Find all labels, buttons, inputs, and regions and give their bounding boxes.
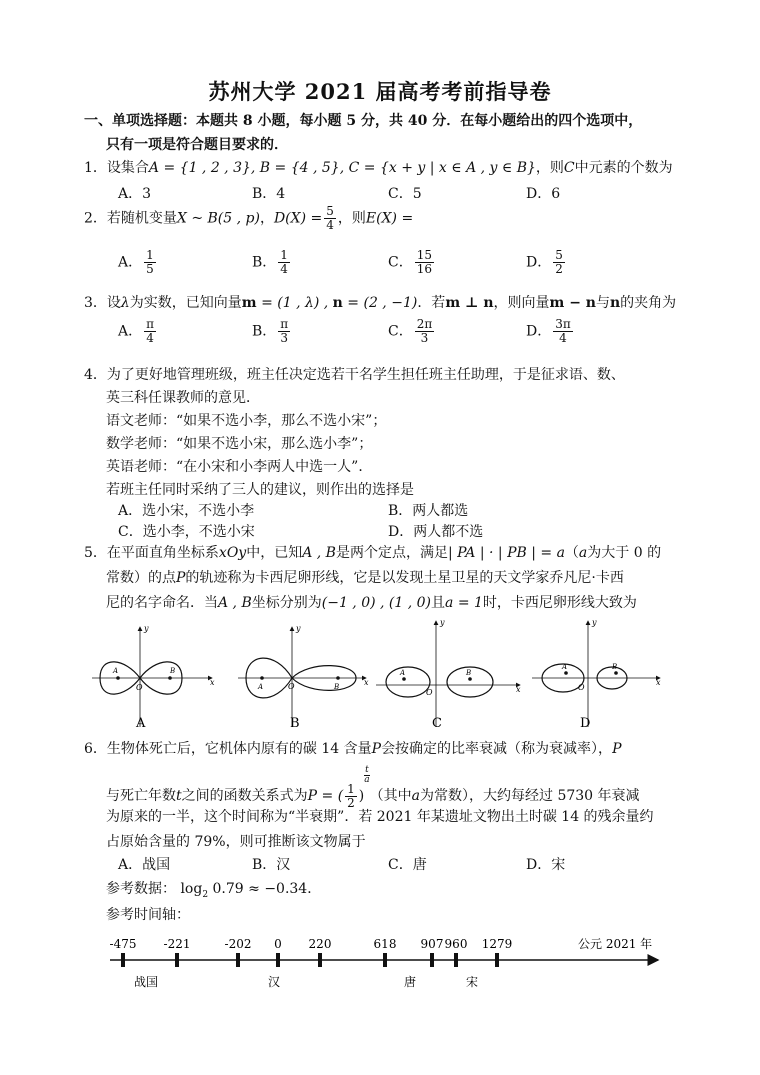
page-title: 苏州大学 2021 届高考考前指导卷: [208, 79, 552, 104]
oval-graphs: [0, 615, 760, 740]
option-d: D． $\frac{5}{2}$: [526, 248, 563, 276]
timeline-end-label: 公元 2021 年: [578, 937, 653, 951]
option-d: D．宋: [526, 857, 566, 873]
question-4-line: 英语老师：“在小宋和小李两人中选一人”．: [106, 459, 373, 475]
question-6: 6．生物体死亡后，它机体内原有的碳 14 含量P会按确定的比率衰减（称为衰减率），P: [84, 741, 622, 757]
era-tang: 唐: [404, 975, 417, 989]
timeline-tick-label: -475: [109, 937, 137, 951]
timeline-tick: [383, 953, 387, 967]
option-a: A．选小宋，不选小李: [118, 503, 255, 519]
graph-label: B: [290, 716, 300, 731]
era-han: 汉: [268, 975, 281, 989]
question-6-line: 为原来的一半，这个时间称为“半衰期”．若 2021 年某遗址文物出土时碳 14 的残余量约: [106, 809, 654, 825]
option-d: D． $\frac{3\pi}{4}$: [526, 317, 571, 345]
svg-text:B: B: [612, 663, 618, 671]
graph-d: [532, 618, 661, 731]
option-c: C． $\frac{2\pi}{3}$: [388, 317, 433, 345]
svg-text:x: x: [210, 678, 215, 687]
svg-text:B: B: [170, 667, 176, 675]
timeline-tick: [236, 953, 240, 967]
question-5-line: 常数）的点P的轨迹称为卡西尼卵形线，它是以发现土星卫星的天文学家乔凡尼·卡西: [106, 570, 624, 586]
svg-text:B: B: [334, 683, 340, 691]
option-c: C．唐: [388, 857, 427, 873]
graph-c: [376, 618, 521, 731]
timeline-tick: [430, 953, 434, 967]
svg-text:O: O: [426, 688, 433, 697]
question-6-line: 与死亡年数t之间的函数关系式为P = ( $\frac{1}{2}$ ) $^{\frac{t}{a}}$ （其中a为常数），大约每经过 5730 年衰减: [106, 765, 640, 810]
question-number: 1．: [84, 160, 107, 176]
question-4: 4．为了更好地管理班级，班主任决定选若干名学生担任班主任助理，于是征求语、数、: [84, 367, 625, 383]
option-a: A．3: [118, 186, 152, 202]
svg-text:x: x: [516, 685, 521, 694]
option-b: B． $\frac{\pi}{3}$: [252, 317, 289, 345]
graph-a: [92, 624, 215, 731]
option-b: B．汉: [252, 857, 291, 873]
graph-label: C: [432, 716, 442, 731]
graph-b: [238, 624, 369, 731]
question-2: 2．若随机变量X ~ B(5 , p)，D(X) = $\frac{5}{4}$ ，则E(X) =: [84, 204, 414, 232]
option-d: D．6: [526, 186, 561, 202]
fraction: $\frac{5}{4}$: [326, 204, 334, 232]
svg-text:A: A: [113, 667, 119, 675]
svg-text:x: x: [656, 678, 661, 687]
timeline-tick-label: 618: [373, 937, 397, 951]
option-a: A． $\frac{1}{5}$: [118, 248, 154, 276]
option-d: D．两人都不选: [388, 524, 484, 540]
svg-text:B: B: [466, 669, 472, 677]
question-3: 3．设λ为实数，已知向量m = (1 , λ) , n = (2 , −1)．若m ⊥ n，则向量m − n与n的夹角为: [84, 295, 677, 311]
section-heading: 一、单项选择题：本题共 8 小题，每小题 5 分，共 40 分．在每小题给出的四个选项中，: [84, 113, 643, 129]
option-a: A． $\frac{\pi}{4}$: [118, 317, 155, 345]
question-5-line: 尼的名字命名．当A , B坐标分别为(−1 , 0) , (1 , 0)且a = 1时，卡西尼卵形线大致为: [106, 595, 637, 611]
timeline-tick: [318, 953, 322, 967]
timeline-tick-label: 0: [274, 937, 282, 951]
timeline-tick-label: 907: [420, 937, 444, 951]
option-c: C． $\frac{15}{16}$: [388, 248, 432, 276]
timeline-tick: [495, 953, 499, 967]
question-4-line: 若班主任同时采纳了三人的建议，则作出的选择是: [106, 482, 414, 498]
section-heading-cont: 只有一项是符合题目要求的．: [106, 137, 288, 153]
svg-text:y: y: [592, 618, 597, 627]
graph-label: A: [136, 716, 146, 731]
timeline-tick: [276, 953, 280, 967]
era-warring-states: 战国: [134, 975, 159, 989]
option-b: B．两人都选: [388, 503, 469, 519]
timeline-tick-label: 1279: [481, 937, 513, 951]
svg-text:A: A: [562, 663, 568, 671]
option-b: B． $\frac{1}{4}$: [252, 248, 288, 276]
question-4-line: 语文老师：“如果不选小李，那么不选小宋”；: [106, 413, 387, 429]
svg-text:O: O: [288, 682, 295, 691]
graph-label: D: [580, 716, 591, 731]
svg-text:O: O: [136, 683, 143, 692]
timeline-tick-label: -202: [224, 937, 252, 951]
question-5: 5．在平面直角坐标系xOy中，已知A , B是两个定点，满足| PA | · | PB | = a（a为大于 0 的: [84, 545, 662, 561]
timeline-tick: [121, 953, 125, 967]
question-4-line: 数学老师：“如果不选小宋，那么选小李”；: [106, 436, 373, 452]
svg-text:A: A: [400, 669, 406, 677]
svg-text:y: y: [144, 624, 149, 633]
era-song: 宋: [466, 975, 479, 989]
question-4-line: 英三科任课教师的意见．: [106, 390, 260, 406]
option-c: C．5: [388, 186, 422, 202]
question-1: 1．设集合A = {1 , 2 , 3}, B = {4 , 5}, C = {x + y | x ∈ A , y ∈ B}，则C中元素的个数为: [84, 160, 673, 176]
timeline: [0, 930, 760, 1000]
option-b: B．4: [252, 186, 286, 202]
svg-text:y: y: [440, 618, 445, 627]
svg-text:y: y: [296, 624, 301, 633]
question-6-line: 占原始含量的 79%，则可推断该文物属于: [106, 834, 366, 850]
timeline-tick: [175, 953, 179, 967]
timeline-tick: [454, 953, 458, 967]
timeline-label: 参考时间轴：: [106, 907, 190, 923]
timeline-tick-label: 960: [444, 937, 468, 951]
option-a: A．战国: [118, 857, 171, 873]
svg-text:x: x: [364, 678, 369, 687]
timeline-tick-label: -221: [163, 937, 191, 951]
timeline-tick-label: 220: [308, 937, 332, 951]
fraction: $\frac{1}{2}$: [347, 781, 355, 810]
svg-text:O: O: [578, 683, 585, 692]
reference-data: 参考数据： $\log_2 0.79 \approx -0.34$．: [106, 881, 322, 900]
option-c: C．选小李，不选小宋: [118, 524, 255, 540]
svg-text:A: A: [258, 683, 264, 691]
